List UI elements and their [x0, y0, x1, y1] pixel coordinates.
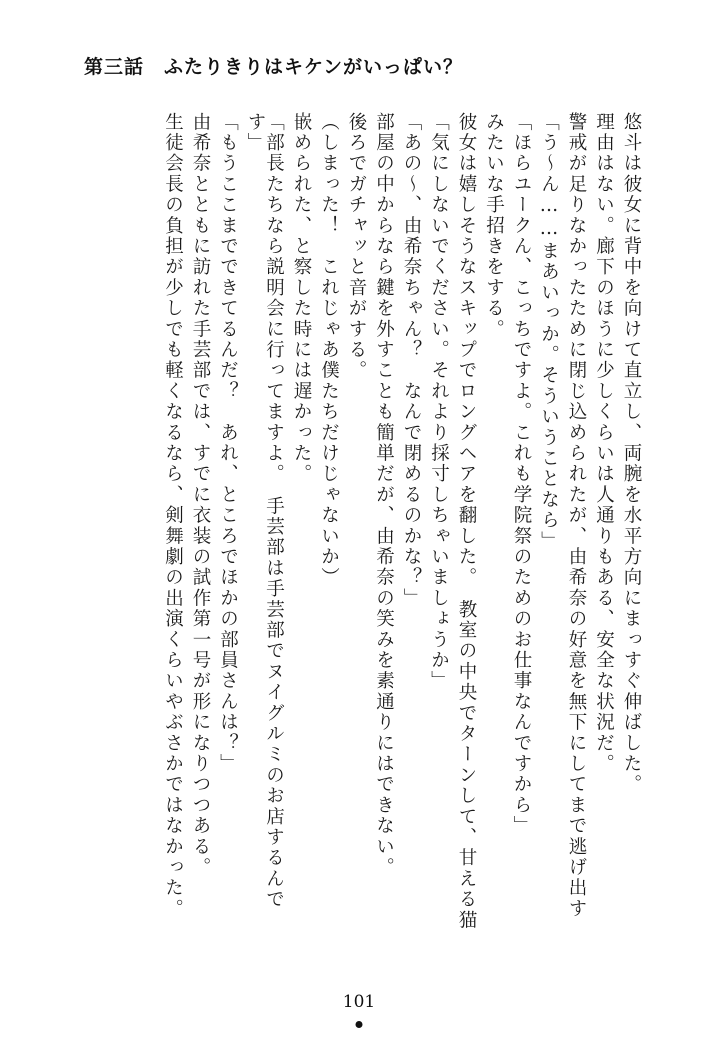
text-line: 「もうここまでできてるんだ？ あれ、ところでほかの部員さんは？」: [217, 112, 239, 775]
text-line: 「気にしないでください。それより採寸しちゃいましょうか」: [428, 112, 450, 692]
text-line: 部屋の中からなら鍵を外すことも簡単だが、由希奈の笑みを素通りにはできない。: [373, 112, 395, 878]
text-line: 後ろでガチャッと音がする。: [346, 112, 367, 382]
text-line: 嵌められた、と察した時には遅かった。: [291, 112, 312, 485]
text-line: 生徒会長の負担が少しでも軽くなるなら、剣舞劇の出演くらいやぶさかではなかった。: [162, 112, 184, 920]
text-line: 「ほらユークん、こっちですよ。これも学院祭のためのお仕事なんですから」: [511, 112, 532, 837]
text-line: みたいな手招きをする。: [483, 112, 505, 340]
text-line: 「う～ん……まあいっか。そういうことなら」: [538, 112, 560, 552]
text-line: 彼女は嬉しそうなスキップでロングヘアを翻した。 教室の中央でターンして、甘える猫: [456, 112, 477, 931]
text-line: 理由はない。廊下のほうに少しくらいは人通りもある、安全な状況だ。: [593, 112, 615, 775]
text-line: 悠斗は彼女に背中を向けて直立し、両腕を水平方向にまっすぐ伸ばした。: [621, 112, 642, 796]
chapter-heading: 第三話 ふたりきりはキケンがいっぱい？: [84, 56, 464, 78]
text-line: （しまった！ これじゃあ僕たちだけじゃないか）: [318, 112, 340, 589]
text-line: 警戒が足りなかったために閉じ込められたが、由希奈の好意を無下にしてまで逃げ出す: [566, 112, 587, 920]
page-number: 101: [342, 992, 376, 1012]
text-line: 「あの～、由希奈ちゃん？ なんで閉めるのかな？」: [401, 112, 422, 609]
text-line: 「部長たちなら説明会に行ってますよ。 手芸部は手芸部でヌイグルミのお店するんです」: [245, 112, 285, 911]
text-line: 由希奈とともに訪れた手芸部では、すでに衣装の試作第一号が形になりつつある。: [190, 112, 211, 878]
page-marker-dot: [356, 1021, 363, 1028]
body-text-block: [154, 112, 640, 942]
